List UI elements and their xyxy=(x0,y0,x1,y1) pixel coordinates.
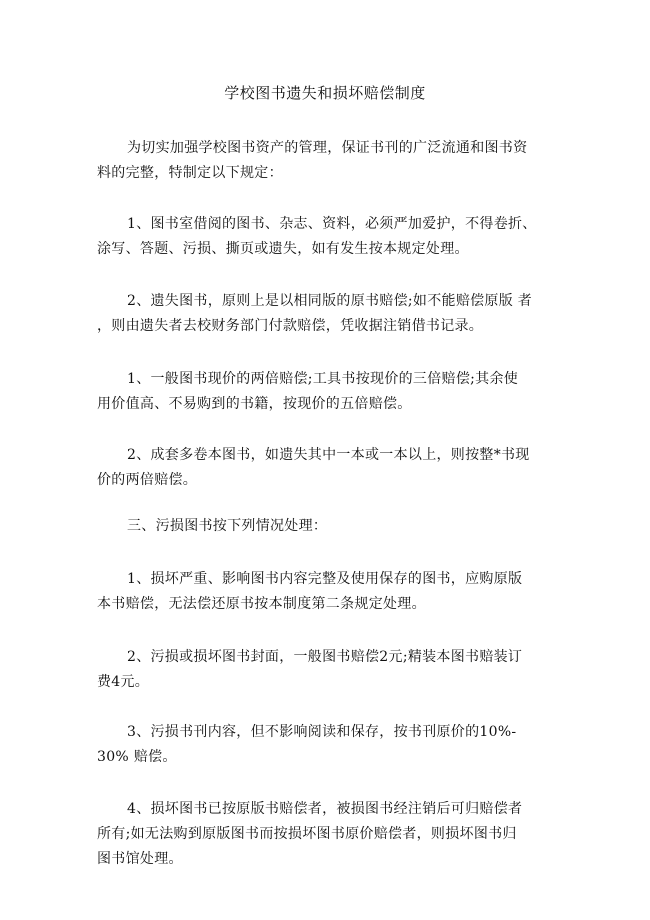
paragraph-item-content-damage xyxy=(97,720,552,770)
paragraph-line: 2、污损或损坏图书封面，一般图书赔偿2元;精装本图书赔装订 xyxy=(127,649,523,665)
paragraph-line: 费4元。 xyxy=(97,674,150,690)
paragraph-item-book-sets xyxy=(97,443,552,493)
paragraph-item-severe-damage xyxy=(97,567,552,617)
paragraph-line: 2、成套多卷本图书，如遗失其中一本或一本以上，则按整*书现 xyxy=(127,447,530,463)
paragraph-line: 料的完整，特制定以下规定： xyxy=(97,165,283,181)
paragraph-line: 30% 赔偿。 xyxy=(97,749,177,765)
paragraph-rule-2 xyxy=(97,289,552,339)
paragraph-line: 为切实加强学校图书资产的管理，保证书刊的广泛流通和图书资 xyxy=(127,140,528,156)
paragraph-line: 1、损坏严重、影响图书内容完整及使用保存的图书，应购原版 xyxy=(127,571,523,587)
paragraph-rule-1 xyxy=(97,212,552,262)
paragraph-section-3 xyxy=(97,514,552,539)
paragraph-line: 用价值高、不易购到的书籍，按现价的五倍赔偿。 xyxy=(97,396,412,412)
paragraph-line: 1、一般图书现价的两倍赔偿;工具书按现价的三倍赔偿;其余使 xyxy=(127,371,519,387)
paragraph-item-ownership xyxy=(97,797,552,872)
paragraph-line: 价的两倍赔偿。 xyxy=(97,472,198,488)
paragraph-line: 三、污损图书按下列情况处理： xyxy=(127,518,328,534)
paragraph-line: 3、污损书刊内容，但不影响阅读和保存，按书刊原价的10%- xyxy=(127,724,517,740)
paragraph-line: ，则由遗失者去校财务部门付款赔偿，凭收据注销借书记录。 xyxy=(97,318,484,334)
paragraph-line: 1、图书室借阅的图书、杂志、资料，必须严加爱护，不得卷折、 xyxy=(127,216,537,232)
paragraph-line: 4、损坏图书已按原版书赔偿者，被损图书经注销后可归赔偿者 xyxy=(127,801,523,817)
document-title: 学校图书遗失和损坏赔偿制度 xyxy=(224,84,426,102)
paragraph-item-general-books xyxy=(97,367,552,417)
paragraph-line: 涂写、答题、污损、撕页或遗失，如有发生按本规定处理。 xyxy=(97,241,469,257)
paragraph-intro xyxy=(97,136,552,186)
paragraph-item-cover-damage xyxy=(97,645,552,695)
paragraph-line: 所有;如无法购到原版图书而按损坏图书原价赔偿者，则损坏图书归 xyxy=(97,826,517,842)
paragraph-line: 本书赔偿，无法偿还原书按本制度第二条规定处理。 xyxy=(97,596,426,612)
paragraph-line: 图书馆处理。 xyxy=(97,851,183,867)
paragraph-line: 2、遗失图书，原则上是以相同版的原书赔偿;如不能赔偿原版 者 xyxy=(127,293,533,309)
